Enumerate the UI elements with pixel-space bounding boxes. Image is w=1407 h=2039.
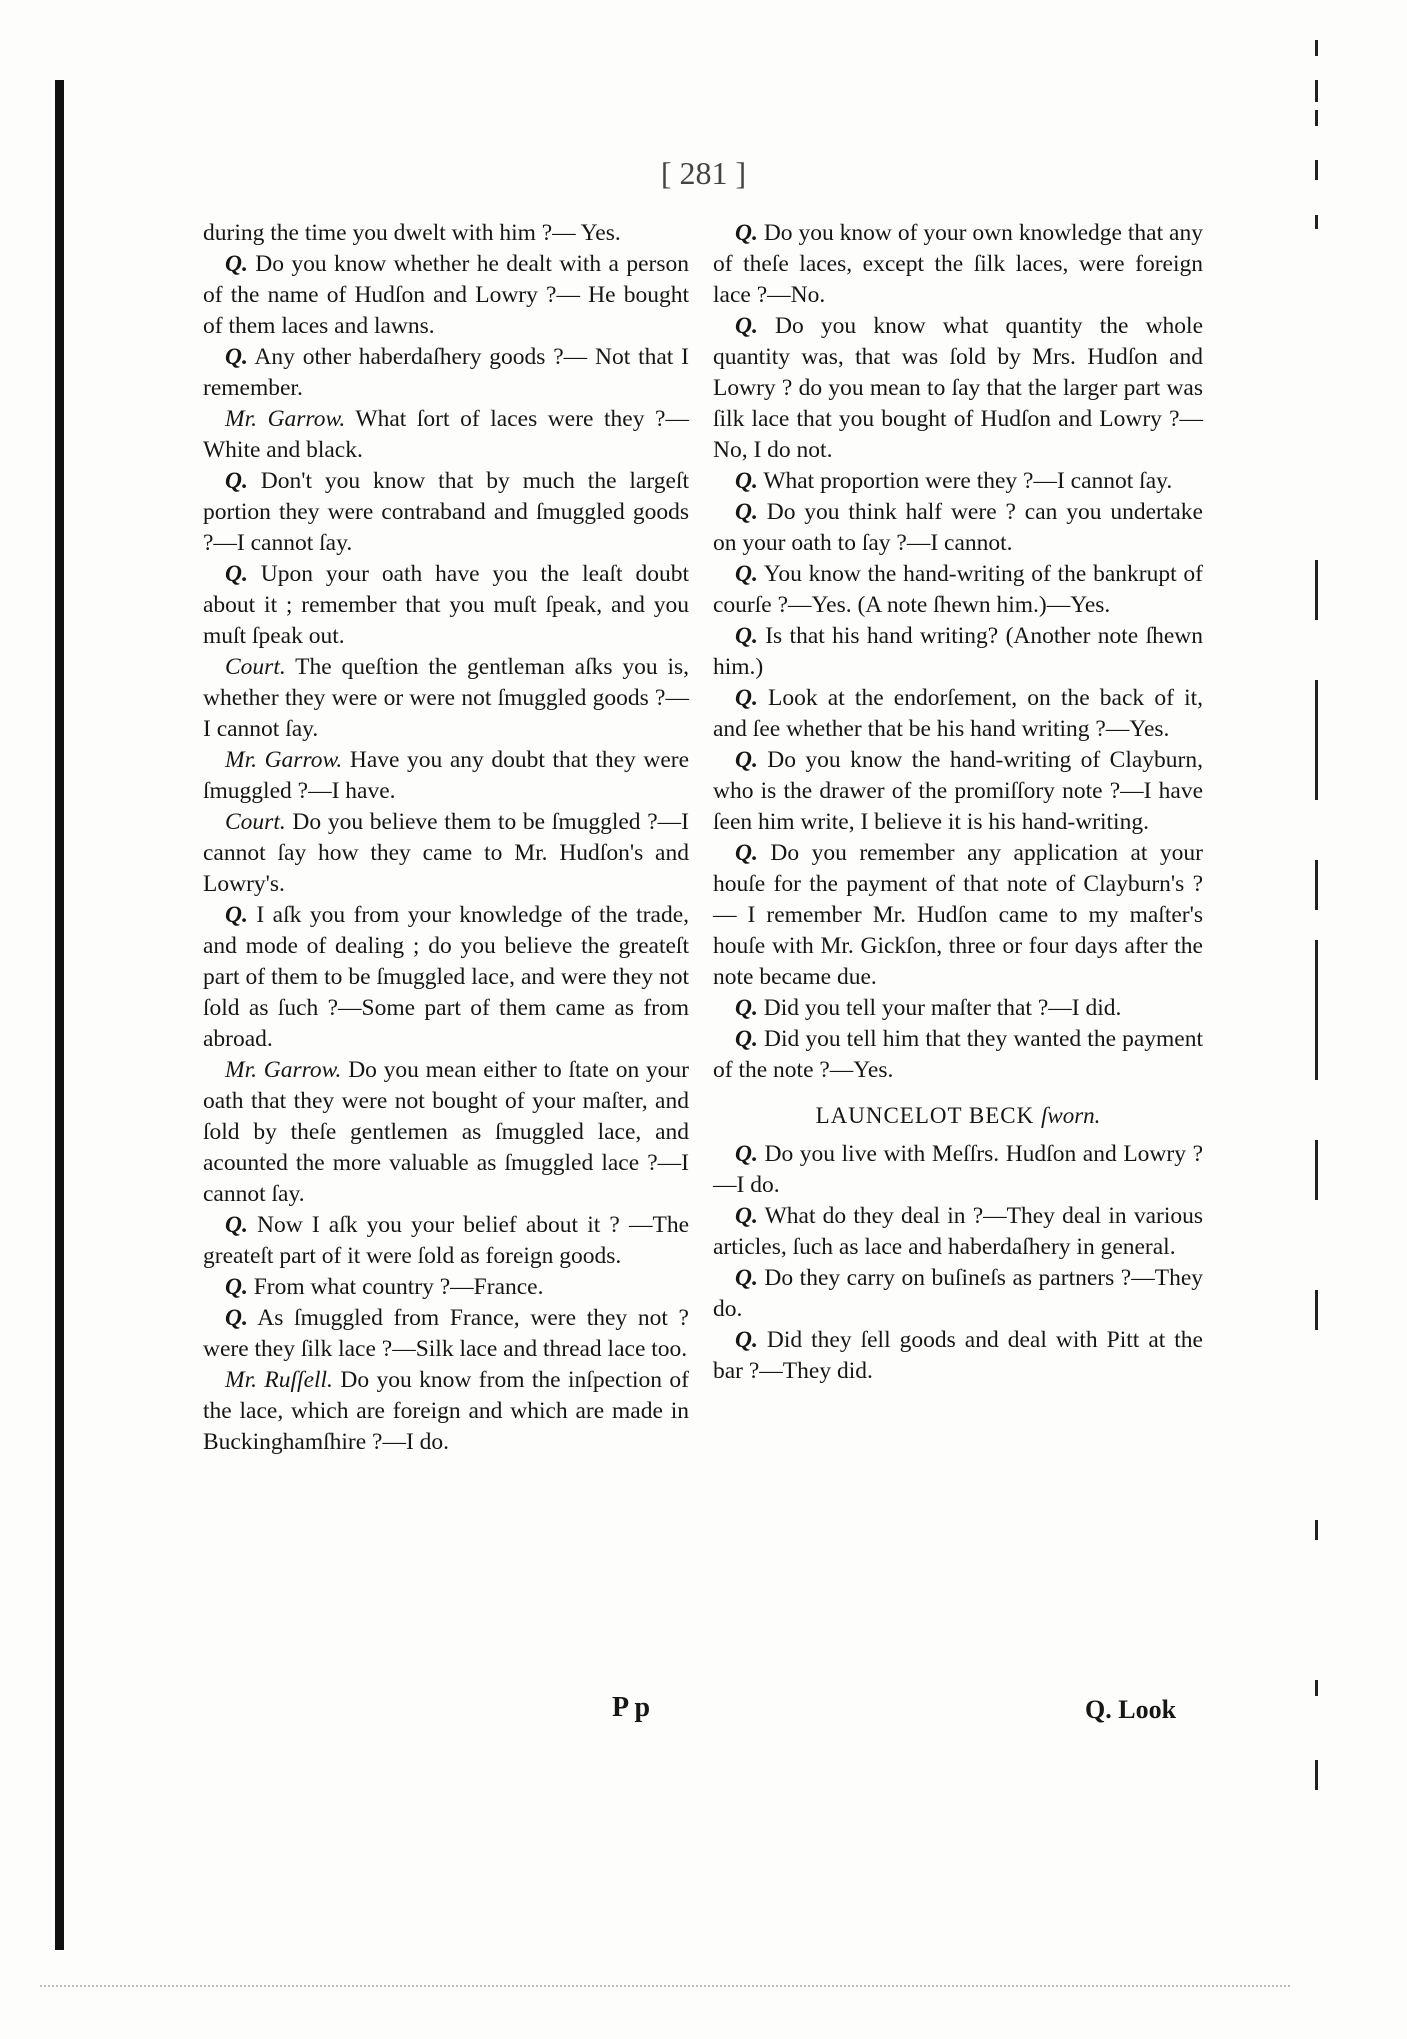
testimony-text: Is that his hand writing? (Another note ſhewn him.) xyxy=(713,623,1204,680)
testimony-text: Did you tell your maſter that ?—I did. xyxy=(763,995,1122,1021)
speaker-label: Mr. Garrow. xyxy=(225,747,343,773)
testimony-paragraph xyxy=(203,745,689,807)
question-marker: Q. xyxy=(735,499,758,525)
testimony-paragraph xyxy=(203,1272,689,1303)
page-number: [ 281 ] xyxy=(660,155,747,191)
testimony-paragraph xyxy=(203,900,689,1055)
testimony-text: You know the hand-writing of the bankrupt of courſe ?—Yes. (A note ſhewn him.)—Yes. xyxy=(713,561,1203,618)
testimony-paragraph xyxy=(713,838,1203,993)
testimony-paragraph xyxy=(713,745,1203,838)
testimony-text: What do they deal in ?—They deal in various articles, ſuch as lace and haberdaſhery in general. xyxy=(713,1203,1203,1260)
question-marker: Q. xyxy=(735,313,758,339)
testimony-text: Do you know of your own knowledge that any of theſe laces, except the ſilk laces, were foreign lace ?—No. xyxy=(713,220,1203,308)
testimony-paragraph xyxy=(203,342,689,404)
witness-heading xyxy=(713,1100,1203,1131)
bottom-edge-noise xyxy=(40,1985,1290,1991)
testimony-text: What ſort of laces were they ?—White and black. xyxy=(203,406,689,463)
testimony-text: The queſtion the gentleman aſks you is, whether they were or were not ſmuggled goods ?—I cannot ſay. xyxy=(203,654,690,742)
testimony-text: Do you think half were ? can you undertake on your oath to ſay ?—I cannot. xyxy=(713,499,1203,556)
testimony-paragraph xyxy=(713,1024,1203,1086)
question-marker: Q. xyxy=(225,1274,248,1300)
testimony-text: Do you believe them to be ſmuggled ?—I cannot ſay how they came to Mr. Hudſon's and Lowry's. xyxy=(203,809,689,897)
question-marker: Q. xyxy=(735,468,758,494)
testimony-text: Do you know the hand-writing of Clayburn, who is the drawer of the promiſſory note ?—I have ſeen him write, I believe it is his hand-writing. xyxy=(713,747,1204,835)
testimony-text: Look at the endorſement, on the back of it, and ſee whether that be his hand writing ?—Yes. xyxy=(713,685,1204,742)
testimony-text: Do they carry on buſineſs as partners ?—They do. xyxy=(713,1265,1203,1322)
testimony-text: Do you know from the inſpection of the lace, which are foreign and which are made in Buckinghamſhire ?—I do. xyxy=(203,1367,689,1455)
right-column xyxy=(713,218,1203,1387)
testimony-paragraph xyxy=(203,1210,689,1272)
testimony-text: Upon your oath have you the leaſt doubt about it ; remember that you muſt ſpeak, and you muſt ſpeak out. xyxy=(203,561,689,649)
testimony-paragraph xyxy=(713,559,1203,621)
testimony-paragraph xyxy=(713,466,1203,497)
testimony-text: What proportion were they ?—I cannot ſay. xyxy=(763,468,1173,494)
testimony-paragraph xyxy=(713,1263,1203,1325)
testimony-text: Any other haberdaſhery goods ?— Not that I remember. xyxy=(203,344,689,401)
question-marker: Q. xyxy=(735,1327,758,1353)
sworn-label: ſworn. xyxy=(1040,1103,1101,1128)
question-marker: Q. xyxy=(735,220,758,246)
testimony-text: Do you live with Meſſrs. Hudſon and Lowry ?—I do. xyxy=(713,1141,1204,1198)
question-marker: Q. xyxy=(735,1026,758,1052)
testimony-text: Have you any doubt that they were ſmuggled ?—I have. xyxy=(203,747,690,804)
testimony-paragraph xyxy=(713,1201,1203,1263)
binding-edge xyxy=(55,80,64,1950)
testimony-text: I aſk you from your knowledge of the trade, and mode of dealing ; do you believe the greateſt part of them to be ſmuggled lace, and were they not ſold as ſuch ?—Some part of them came as from abroad. xyxy=(203,902,689,1052)
testimony-paragraph xyxy=(713,683,1203,745)
testimony-text: Do you know whether he dealt with a person of the name of Hudſon and Lowry ?— He bought of them laces and lawns. xyxy=(203,251,690,339)
testimony-text: Do you remember any application at your houſe for the payment of that note of Clayburn's ?— I remember Mr. Hudſon came to my maſter's houſe with Mr. Gickſon, three or four days after the note became due. xyxy=(713,840,1203,990)
testimony-paragraph xyxy=(203,559,689,652)
question-marker: Q. xyxy=(225,1305,248,1331)
testimony-paragraph xyxy=(713,311,1203,466)
testimony-paragraph xyxy=(713,497,1203,559)
question-marker: Q. xyxy=(735,623,758,649)
testimony-paragraph xyxy=(713,218,1203,311)
testimony-text: Now I aſk you your belief about it ? —The greateſt part of it were ſold as foreign goods. xyxy=(203,1212,690,1269)
catchword: Q. Look xyxy=(1085,1695,1177,1724)
testimony-text: Do you mean either to ſtate on your oath that they were not bought of your maſter, and ſold by theſe gentlemen as ſmuggled lace, and acounted the more valuable as ſmuggled lace ?—I cannot ſay. xyxy=(203,1057,690,1207)
witness-name: LAUNCELOT BECK xyxy=(815,1103,1035,1128)
question-marker: Q. xyxy=(735,995,758,1021)
testimony-paragraph xyxy=(203,404,689,466)
testimony-text: Did they ſell goods and deal with Pitt at the bar ?—They did. xyxy=(713,1327,1203,1384)
speaker-label: Mr. Ruſſell. xyxy=(225,1367,333,1393)
question-marker: Q. xyxy=(735,1141,758,1167)
testimony-text: Did you tell him that they wanted the payment of the note ?—Yes. xyxy=(713,1026,1204,1083)
testimony-text: From what country ?—France. xyxy=(253,1274,544,1300)
question-marker: Q. xyxy=(735,685,758,711)
speaker-label: Court. xyxy=(225,654,286,680)
question-marker: Q. xyxy=(225,561,248,587)
question-marker: Q. xyxy=(735,1265,758,1291)
signature-mark: P p xyxy=(612,1692,651,1723)
question-marker: Q. xyxy=(225,1212,248,1238)
question-marker: Q. xyxy=(735,1203,758,1229)
testimony-paragraph xyxy=(203,1365,689,1458)
testimony-paragraph xyxy=(203,1303,689,1365)
testimony-paragraph xyxy=(713,993,1203,1024)
testimony-paragraph xyxy=(203,218,689,249)
testimony-text: Don't you know that by much the largeſt portion they were contraband and ſmuggled goods ?—I cannot ſay. xyxy=(203,468,690,556)
testimony-paragraph xyxy=(203,807,689,900)
question-marker: Q. xyxy=(225,344,248,370)
page-edge-marks xyxy=(1315,40,1335,1840)
testimony-paragraph xyxy=(203,652,689,745)
question-marker: Q. xyxy=(225,468,248,494)
testimony-paragraph xyxy=(203,249,689,342)
testimony-paragraph xyxy=(713,621,1203,683)
testimony-text: during the time you dwelt with him ?— Yes. xyxy=(203,220,621,246)
testimony-paragraph xyxy=(203,466,689,559)
question-marker: Q. xyxy=(735,747,758,773)
question-marker: Q. xyxy=(735,840,758,866)
testimony-paragraph xyxy=(203,1055,689,1210)
testimony-text: Do you know what quantity the whole quantity was, that was ſold by Mrs. Hudſon and Lowry ? do you mean to ſay that the larger part was ſilk lace that you bought of Hudſon and Lowry ?— No, I do not. xyxy=(713,313,1204,463)
speaker-label: Mr. Garrow. xyxy=(225,406,346,432)
question-marker: Q. xyxy=(735,561,758,587)
testimony-paragraph xyxy=(713,1139,1203,1201)
speaker-label: Mr. Garrow. xyxy=(225,1057,342,1083)
question-marker: Q. xyxy=(225,251,248,277)
testimony-text: As ſmuggled from France, were they not ? were they ſilk lace ?—Silk lace and thread lace too. xyxy=(203,1305,689,1362)
testimony-paragraph xyxy=(713,1325,1203,1387)
speaker-label: Court. xyxy=(225,809,286,835)
question-marker: Q. xyxy=(225,902,248,928)
left-column xyxy=(203,218,689,1458)
